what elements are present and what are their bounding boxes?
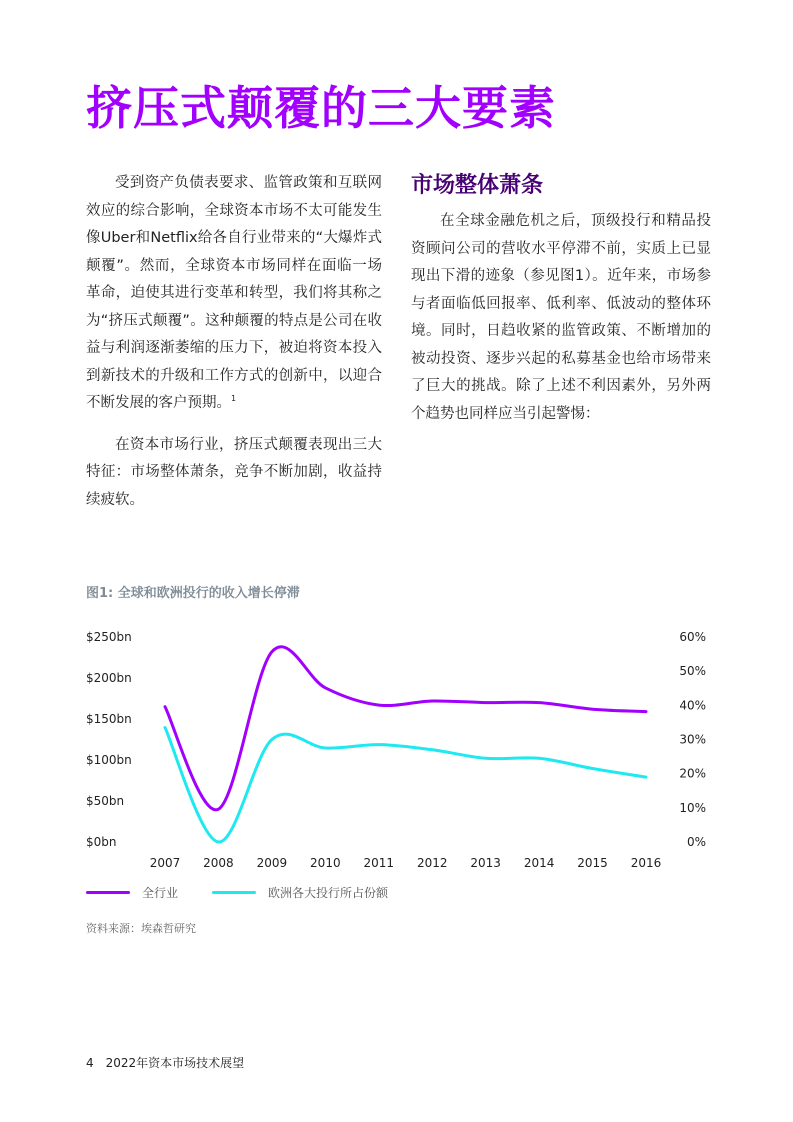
x-axis-tick-label: 2016	[630, 856, 662, 870]
section-column	[411, 208, 711, 428]
legend-label-industry: 全行业	[142, 886, 179, 900]
x-axis-tick-label: 2010	[310, 856, 341, 870]
footnote-marker[interactable]: 1	[231, 394, 237, 404]
right-axis-tick-label: 40%	[679, 698, 706, 713]
x-axis-tick-label: 2011	[363, 856, 395, 870]
section-paragraph: 在全球金融危机之后，顶级投行和精品投资顾问公司的营收水平停滞不前，实质上已显现出下滑的迹象（参见图1）。近年来，市场参与者面临低回报率、低利率、低波动的整体环境。同时，日趋收紧的监管政策、不断增加的被动投资、逐步兴起的私募基金也给市场带来了巨大的挑战。除了上述不利因素外，另外两个趋势也同样应当引起警惕：	[411, 213, 711, 422]
section-heading: 市场整体萧条	[411, 173, 544, 198]
legend-swatch-industry	[86, 891, 130, 894]
page-footer	[86, 1054, 244, 1071]
legend-swatch-europe	[212, 891, 256, 894]
series-line-europe	[165, 728, 646, 843]
legend-label-europe: 欧洲各大投行所占份额	[268, 886, 389, 900]
left-axis-tick-label: $50bn	[86, 794, 125, 808]
figure-source: 资料来源：埃森哲研究	[86, 922, 196, 935]
x-axis-tick-label: 2013	[470, 856, 501, 870]
figure-title: 图1: 全球和欧洲投行的收入增长停滞	[86, 586, 300, 601]
right-axis-tick-label: 60%	[679, 630, 706, 644]
intro-paragraph-2: 在资本市场行业，挤压式颠覆表现出三大特征：市场整体萧条，竞争不断加剧，收益持续疲软。	[86, 436, 382, 508]
left-axis-tick-label: $100bn	[86, 753, 132, 767]
left-axis-tick-label: $200bn	[86, 671, 132, 685]
right-axis-tick-label: 30%	[679, 732, 706, 747]
intro-column	[86, 170, 382, 514]
revenue-line-chart	[0, 615, 793, 875]
intro-paragraph-1: 受到资产负债表要求、监管政策和互联网效应的综合影响，全球资本市场不太可能发生像Uber和Netflix给各自行业带来的“大爆炸式颠覆”。然而，全球资本市场同样在面临一场革命，迫使其进行变革和转型，我们将其称之为“挤压式颠覆”。这种颠覆的特点是公司在收益与利润逐渐萎缩的压力下，被迫将资本投入到新技术的升级和工作方式的创新中，以迎合不断发展的客户预期。$^1$	[86, 175, 382, 411]
publication-title: 2022年资本市场技术展望	[105, 1056, 245, 1070]
x-axis-tick-label: 2008	[203, 856, 234, 870]
x-axis-tick-label: 2009	[256, 856, 288, 870]
legend-item-industry	[86, 884, 178, 901]
right-axis-tick-label: 0%	[686, 835, 706, 849]
left-axis-tick-label: $250bn	[86, 630, 132, 644]
right-axis-tick-label: 10%	[679, 800, 706, 815]
right-axis-tick-label: 50%	[679, 664, 706, 679]
x-axis-tick-label: 2014	[523, 856, 555, 870]
x-axis-tick-label: 2012	[416, 856, 448, 870]
x-axis-tick-label: 2015	[577, 856, 608, 870]
page-title: 挤压式颠覆的三大要素	[86, 81, 556, 135]
left-axis-tick-label: $150bn	[86, 712, 132, 726]
page-number: 4	[86, 1056, 94, 1070]
right-axis-tick-label: 20%	[679, 766, 706, 781]
left-axis-tick-label: $0bn	[86, 835, 117, 849]
series-line-industry	[165, 647, 646, 810]
x-axis-tick-label: 2007	[149, 856, 181, 870]
legend-item-europe	[212, 884, 388, 901]
